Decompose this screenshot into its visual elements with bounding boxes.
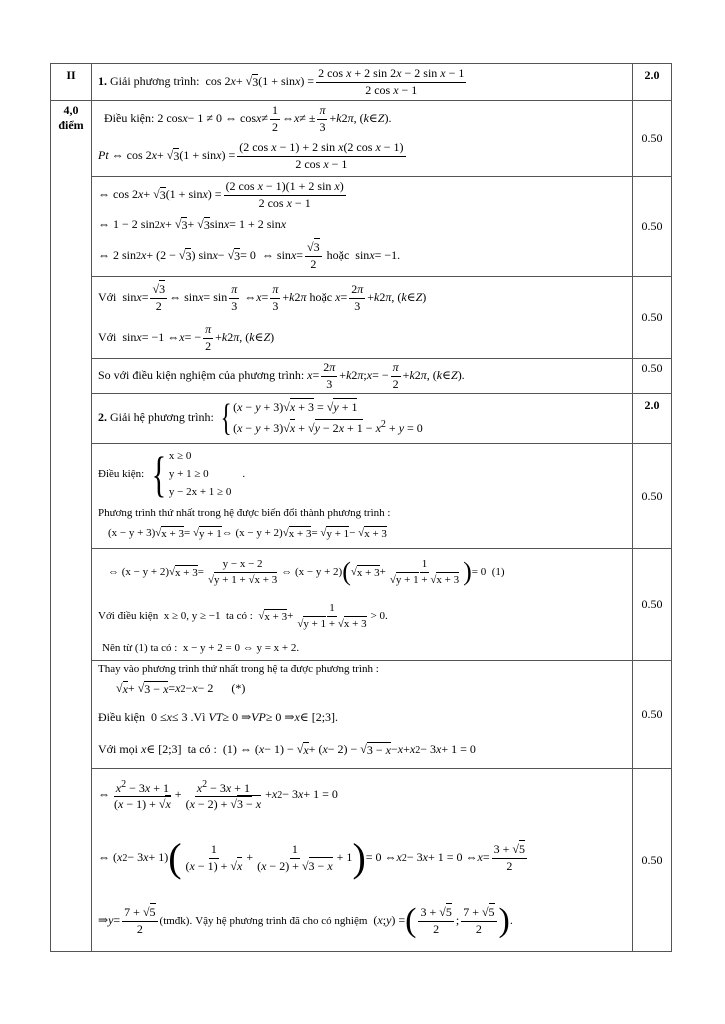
vi-text: Vì xyxy=(193,710,206,725)
part2-final-text: Vậy hệ phương trình đã cho có nghiệm xyxy=(195,914,368,927)
or-word-2: hoặc xyxy=(309,290,333,305)
or-word-1: hoặc xyxy=(326,248,350,263)
part1-cond-label: Điều kiện: xyxy=(104,111,155,126)
part2-cond-label: Điều kiện: xyxy=(98,467,145,480)
part1-score-2: 0.50 xyxy=(633,177,672,277)
part1-step3: Với sin x = √3 2 ⇔ sin x = sin π 3 ⇔ x = π 3 + k 2 π hoặc x = 2π 3 + k 2 π , ( k ∈ Z ) Với sin x = −1 ⇔ x = − π 2 + k 2 π , ( k ∈ Z ) xyxy=(92,277,633,359)
part2-label: 2. xyxy=(98,410,107,425)
tmdk: (tmđk). xyxy=(159,914,193,927)
part1-step2: ⇔ cos 2 x + √ 3 (1 + sin x ) = (2 cos x − 1)(1 + 2 sin x) 2 cos x − 1 ⇔ 1 − 2 sin 2 x + √ 3 + √ 3 sin x = 1 + 2 sin x ⇔ 2 sin 2 x + (2 − √ 3 ) sin x − √ 3 = 0 ⇔ sin x = √3 2 hoặc sin x = −1. xyxy=(92,177,633,277)
ta-co-1: ta có : xyxy=(225,609,253,622)
part2-step2: ⇔ (x − y + 2)√ x + 3 = y − x − 2 √y + 1 + √x + 3 ⇔ (x − y + 2) ( √ x + 3 + 1 √y + 1 + √x + 3 ) = 0 (1) Với điều kiện x ≥ 0, y ≥ −1 ta có : √ x + 3 + 1 √y + 1 + √x + 3 > 0. Nên từ (1) ta có : x − y + 2 = 0 ⇔ y = x + 2. xyxy=(92,549,633,661)
part2-transform-text: Phương trình thứ nhất trong hệ được biến đổi thành phương trình : xyxy=(98,507,391,519)
part1-label: 1. xyxy=(98,74,107,89)
voi-moi: Với mọi xyxy=(98,742,139,757)
part2-heading: 2. Giải hệ phương trình: { (x − y + 3)√x + 3 = √y + 1 $(x - y + 3)√x + √y - 2x + 1 - x^2 + y = 0$ xyxy=(92,394,633,444)
nen-tu: Nên từ xyxy=(102,641,133,654)
part2-cond2-text: Điều kiện xyxy=(98,710,145,725)
part1-total-score: 2.0 xyxy=(633,64,672,101)
solution-table xyxy=(50,63,672,952)
part2-subst-text: Thay vào phương trình thứ nhất trong hệ ta được phương trình : xyxy=(98,663,379,675)
part2-total-score: 2.0 xyxy=(633,394,672,444)
points-cell xyxy=(51,101,92,952)
part2-cond-text: Với điều kiện xyxy=(98,609,159,622)
part2-step1: Điều kiện: { x ≥ 0 y + 1 ≥ 0 y − 2x + 1 ≥ 0 . Phương trình thứ nhất trong hệ được biến đổi thành phương trình : (x − y + 3)√ x + 3 = √ y + 1 ⇔ (x − y + 2)√ x + 3 = √ y + 1 − √ x + 3 xyxy=(92,444,633,549)
part1-heading: 1. Giải phương trình: cos 2 x + √ 3 (1 + sin x ) = 2 cos x + 2 sin 2x − 2 sin x − 1 2 cos x − 1 xyxy=(92,64,633,101)
ta-co-3: ta có : xyxy=(187,742,217,757)
points-unit: điểm xyxy=(58,118,84,132)
part1-score-1: 0.50 xyxy=(633,101,672,177)
points-value: 4,0 xyxy=(63,103,79,117)
part1-conclusion: So với điều kiện nghiệm của phương trình: x = 2π 3 + k 2 π ; x = − π 2 + k 2 π , ( k ∈ Z ). xyxy=(92,359,633,394)
section-number: II xyxy=(51,64,92,101)
part2-title: Giải hệ phương trình: xyxy=(110,410,214,425)
part2-score-2: 0.50 xyxy=(633,549,672,661)
part1-score-3: 0.50 xyxy=(633,277,672,359)
pt-label: Pt xyxy=(98,148,109,163)
part1-step1: Điều kiện: 2 cos x − 1 ≠ 0 ⇔ cos x ≠ 1 2 ⇔ x ≠ ± π 3 + k 2 π , ( k ∈ Z ). Pt ⇔ cos 2 x + √ 3 (1 + sin x ) = (2 cos x − 1) + 2 sin x(2 cos x − 1) 2 cos x − 1 xyxy=(92,101,633,177)
part2-step3: Thay vào phương trình thứ nhất trong hệ ta được phương trình : √ x + √ 3 − x = x 2 − x − 2 (*) Điều kiện 0 ≤ x ≤ 3 . Vì VT ≥ 0 ⇒ VP ≥ 0 ⇒ x ∈ [2;3]. Với mọi x ∈ [2;3] ta có : (1) ⇔ ( x − 1) − √ x + ( x − 2) − √ 3 − x − x + x 2 − 3 x + 1 = 0 xyxy=(92,661,633,769)
ta-co-2: ta có : xyxy=(150,641,178,654)
with-word-1: Với xyxy=(98,290,117,305)
part2-step4: ⇔ $x^2 - 3x + 1$ (x − 1) + √x + $x^2 - 3x + 1$ (x − 2) + √3 − x + x 2 − 3 x + 1 = 0 ⇔ ( x 2 − 3 x + 1) ( 1 (x − 1) + √x + 1 (x − 2) + √3 − x + 1 ) = 0 ⇔ x 2 − 3 x + 1 = 0 ⇔ x = 3 + √5 2 ⇒ y = 7 + √5 2 (tmđk). Vậy hệ phương trình đã cho có nghiệm ( x ; y ) = ( 3 + √5 2 ; 7 + √5 2 ) . xyxy=(92,769,633,952)
part1-score-4: 0.50 xyxy=(633,359,672,394)
part2-score-1: 0.50 xyxy=(633,444,672,549)
part1-conclusion-text: So với điều kiện nghiệm của phương trình: xyxy=(98,368,305,383)
part2-score-3: 0.50 xyxy=(633,661,672,769)
part1-title: Giải phương trình: xyxy=(110,74,200,89)
part2-score-4: 0.50 xyxy=(633,769,672,952)
with-word-2: Với xyxy=(98,330,117,345)
